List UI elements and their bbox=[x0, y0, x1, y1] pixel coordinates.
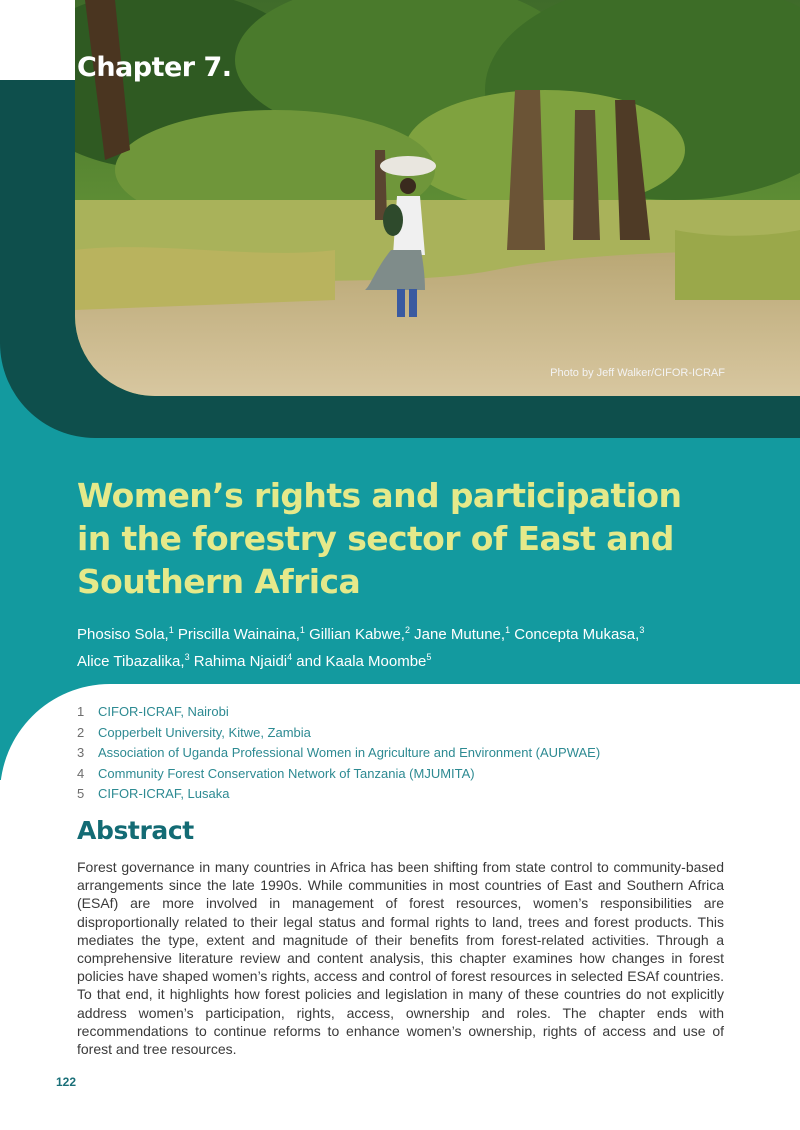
affiliation-text: CIFOR-ICRAF, Nairobi bbox=[98, 704, 229, 719]
author-name: Phosiso Sola, bbox=[77, 626, 169, 643]
affiliation-item bbox=[77, 723, 600, 744]
author-name: Gillian Kabwe, bbox=[304, 626, 405, 643]
affiliation-list bbox=[77, 702, 600, 805]
author-name: Rahima Njaidi bbox=[189, 653, 288, 670]
affiliation-number: 4 bbox=[77, 765, 85, 781]
affiliation-item bbox=[77, 702, 600, 723]
author-name: Concepta Mukasa, bbox=[510, 626, 640, 643]
affiliation-item bbox=[77, 784, 600, 805]
author-list bbox=[77, 619, 757, 673]
author-affiliation-mark: 2 bbox=[404, 625, 410, 635]
author-affiliation-mark: 4 bbox=[287, 652, 293, 662]
affiliation-text: Copperbelt University, Kitwe, Zambia bbox=[98, 724, 311, 740]
author-affiliation-mark: 1 bbox=[505, 625, 511, 635]
chapter-label: Chapter 7. bbox=[77, 52, 232, 83]
affiliation-number: 3 bbox=[77, 745, 85, 760]
affiliation-text: Community Forest Conservation Network of Tanzania (MJUMITA) bbox=[98, 765, 475, 781]
abstract-heading: Abstract bbox=[77, 816, 194, 845]
author-name: Priscilla Wainaina, bbox=[173, 626, 300, 643]
author-name: Alice Tibazalika, bbox=[77, 653, 185, 670]
author-affiliation-mark: 1 bbox=[168, 625, 174, 635]
affiliation-text: Association of Uganda Professional Women in Agriculture and Environment (AUPWAE) bbox=[98, 745, 601, 760]
photo-credit: Photo by Jeff Walker/CIFOR-ICRAF bbox=[550, 367, 725, 379]
author-name: and Kaala Moombe bbox=[292, 653, 427, 670]
affiliation-item bbox=[77, 764, 600, 785]
affiliation-number: 2 bbox=[77, 724, 85, 740]
chapter-title: Women’s rights and participation in the forestry sector of East and Southern Africa bbox=[77, 476, 682, 601]
author-name: Jane Mutune, bbox=[410, 626, 506, 643]
page-number: 122 bbox=[56, 1075, 77, 1089]
affiliation-text: CIFOR-ICRAF, Lusaka bbox=[98, 786, 230, 801]
author-affiliation-mark: 5 bbox=[426, 652, 432, 662]
affiliation-number: 1 bbox=[77, 704, 85, 719]
affiliation-item bbox=[77, 743, 600, 764]
author-affiliation-mark: 1 bbox=[299, 625, 305, 635]
author-affiliation-mark: 3 bbox=[639, 625, 645, 635]
author-affiliation-mark: 3 bbox=[184, 652, 190, 662]
affiliation-number: 5 bbox=[77, 786, 85, 801]
abstract-body: Forest governance in many countries in Africa has been shifting from state control to community-based arrangements since the late 1990s. While communities in most countries of East and Southern Africa (ESAf) are more involved in management of forest resources, women’s responsibilities are disproportionally related to their legal status and formal rights to land, trees and forest products. This mediates the type, extent and magnitude of their benefits from forest-related activities. Through a comprehensive literature review and content analysis, this chapter examines how changes in forest policies have shaped women’s rights, access and control of forest resources in selected ESAf countries. To that end, it highlights how forest policies and legislation in many of these countries do not explicitly address women’s participation, rights, access, ownership and roles. The chapter ends with recommendations to continue reforms to enhance women’s ownership, rights of access and use of forest and tree resources. bbox=[77, 859, 724, 1058]
